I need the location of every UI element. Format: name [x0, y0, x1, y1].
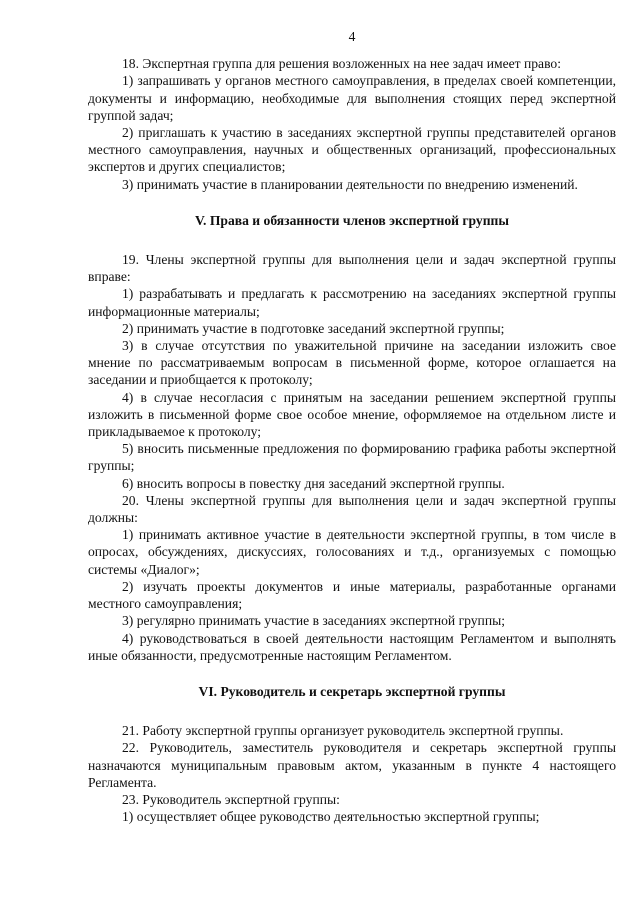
- paragraph-18: 18. Экспертная группа для решения возложенных на нее задач имеет право:: [122, 56, 561, 72]
- paragraph-20-item-1: 1) принимать активное участие в деятельности экспертной группы, в том числе в опросах, обсуждениях, дискуссиях, голосованиях и т.д., организуемых с помощью системы «Диалог»;: [88, 527, 616, 577]
- paragraph-20: 20. Члены экспертной группы для выполнения цели и задач экспертной группы должны:: [88, 492, 616, 526]
- paragraph-18-item-1: 1) запрашивать у органов местного самоуправления, в пределах своей компетенции, документы и информацию, необходимые для выполнения стоящих перед экспертной группой задач;: [88, 73, 616, 123]
- page-number: 4: [348, 29, 356, 44]
- section-v-heading: V. Права и обязанности членов экспертной группы: [194, 212, 509, 228]
- paragraph-19-item-3: 3) в случае отсутствия по уважительной причине на заседании изложить свое мнение по рассматриваемым вопросам в письменной форме, которое оглашается на заседании и приобщается к протоколу;: [88, 338, 616, 388]
- paragraph-18-item-2: 2) приглашать к участию в заседаниях экспертной группы представителей органов местного самоуправления, научных и общественных организаций, профессиональных экспертов и других специалистов;: [88, 125, 616, 175]
- paragraph-20-item-2: 2) изучать проекты документов и иные материалы, разработанные органами местного самоуправления;: [88, 578, 616, 612]
- section-v: [88, 212, 616, 664]
- document-page: [88, 28, 616, 825]
- section-vi: [88, 683, 616, 825]
- paragraph-19-item-6: 6) вносить вопросы в повестку дня заседаний экспертной группы.: [122, 475, 505, 491]
- paragraph-19-item-1: 1) разрабатывать и предлагать к рассмотрению на заседаниях экспертной группы информационные материалы;: [88, 286, 616, 319]
- paragraph-18-item-3: 3) принимать участие в планировании деятельности по внедрению изменений.: [122, 176, 578, 192]
- paragraph-20-item-3: 3) регулярно принимать участие в заседаниях экспертной группы;: [122, 613, 506, 629]
- paragraph-19-item-2: 2) принимать участие в подготовке заседаний экспертной группы;: [122, 320, 505, 336]
- paragraph-22: 22. Руководитель, заместитель руководителя и секретарь экспертной группы назначаются муниципальным правовым актом, указанным в пункте 4 настоящего Регламента.: [88, 740, 616, 790]
- section-vi-heading: VI. Руководитель и секретарь экспертной группы: [198, 683, 506, 699]
- paragraph-23: 23. Руководитель экспертной группы:: [122, 791, 340, 807]
- paragraph-19-item-5: 5) вносить письменные предложения по формированию графика работы экспертной группы;: [88, 441, 616, 474]
- section-top: [88, 55, 616, 193]
- paragraph-21: 21. Работу экспертной группы организует руководитель экспертной группы.: [122, 723, 564, 739]
- paragraph-20-item-4: 4) руководствоваться в своей деятельности настоящим Регламентом и выполнять иные обязанности, предусмотренные настоящим Регламентом.: [88, 630, 616, 663]
- paragraph-19-item-4: 4) в случае несогласия с принятым на заседании решением экспертной группы изложить в письменной форме свое особое мнение, оформляемое на отдельном листе и прикладываемое к протоколу;: [88, 389, 616, 440]
- paragraph-19: 19. Члены экспертной группы для выполнения цели и задач экспертной группы вправе:: [88, 252, 616, 285]
- paragraph-23-item-1: 1) осуществляет общее руководство деятельностью экспертной группы;: [122, 809, 540, 825]
